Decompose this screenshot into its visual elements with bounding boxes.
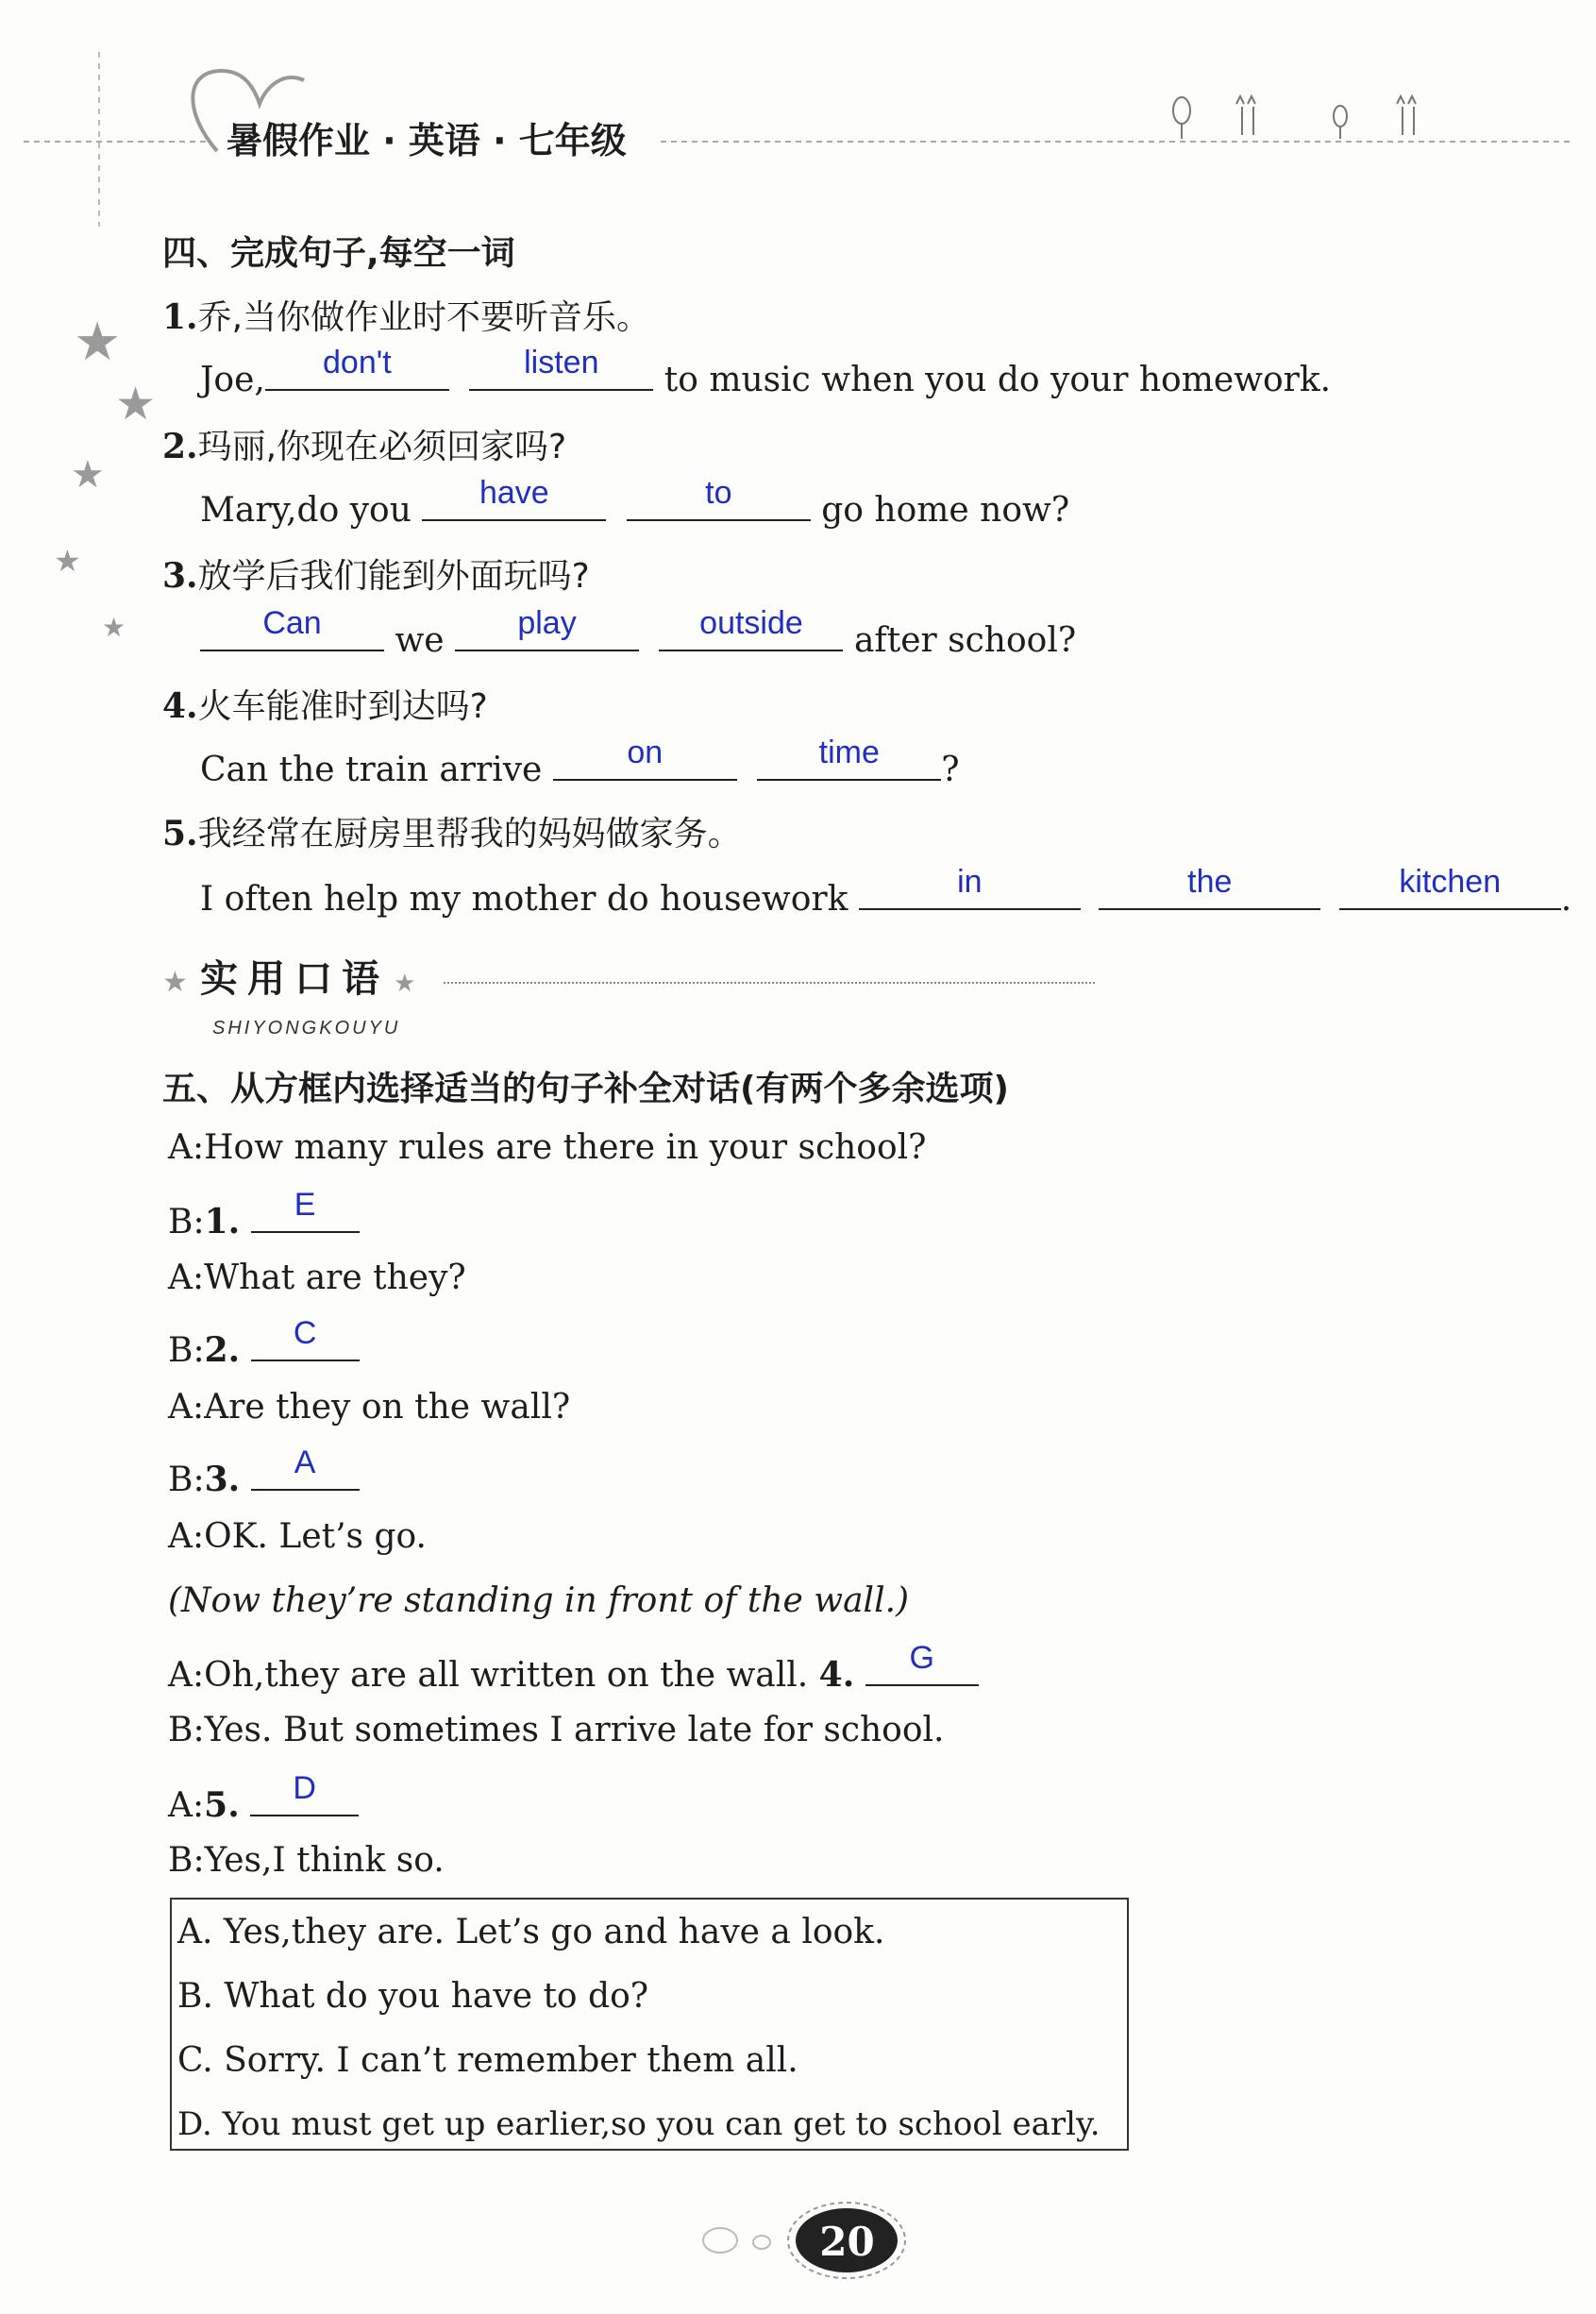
question-1-sentence: Joe, don't listen to music when you do your homework.	[200, 345, 1332, 399]
answer-blank[interactable]: kitchen	[1339, 870, 1561, 910]
dialogue-line: B:2. C	[168, 1322, 360, 1370]
section-4-title: 四、完成句子,每空一词	[162, 234, 515, 273]
dialogue-line: B:Yes,I think so.	[168, 1841, 445, 1880]
star-icon: ★	[115, 378, 157, 431]
section-banner	[162, 949, 415, 1003]
question-2-prompt: 2.玛丽,你现在必须回家吗?	[162, 427, 567, 466]
answer-blank[interactable]: G	[865, 1647, 979, 1686]
answer-blank[interactable]: E	[251, 1193, 360, 1233]
option-item: B. What do you have to do?	[177, 1977, 649, 2016]
option-item: C. Sorry. I can’t remember them all.	[177, 2041, 798, 2080]
answer-blank[interactable]: on	[553, 741, 737, 781]
question-4-sentence: Can the train arrive on time ?	[200, 735, 960, 789]
banner-pinyin: SHIYONGKOUYU	[212, 1018, 401, 1039]
dialogue-line: A:How many rules are there in your school?	[168, 1128, 927, 1167]
banner-title: 实用口语	[200, 957, 389, 1001]
answer-blank[interactable]: play	[455, 612, 639, 651]
dialogue-line: B:3. A	[168, 1451, 360, 1499]
banner-rule	[444, 982, 1095, 984]
question-3-prompt: 3.放学后我们能到外面玩吗?	[162, 556, 590, 596]
page-number: 20	[819, 2219, 875, 2265]
dialogue-line: A:Are they on the wall?	[168, 1388, 571, 1427]
stage-direction: (Now they’re standing in front of the wall.)	[168, 1581, 910, 1620]
option-item: D. You must get up earlier,so you can get to school early.	[177, 2105, 1100, 2143]
dialogue-line: B:Yes. But sometimes I arrive late for school.	[168, 1711, 945, 1749]
dialogue-line: A:Oh,they are all written on the wall. 4. G	[168, 1647, 979, 1695]
option-item: A. Yes,they are. Let’s go and have a look.	[177, 1913, 885, 1951]
answer-blank[interactable]: time	[757, 741, 941, 781]
dialogue-line: B:1. E	[168, 1193, 360, 1241]
dialogue-line: A:5. D	[168, 1777, 359, 1825]
answer-blank[interactable]: to	[627, 481, 811, 521]
answer-blank[interactable]: listen	[469, 351, 653, 391]
answer-blank[interactable]: D	[250, 1777, 359, 1816]
plant-icons	[1161, 90, 1453, 146]
options-box	[170, 1898, 1129, 2151]
section-5-title: 五、从方框内选择适当的句子补全对话(有两个多余选项)	[162, 1070, 1009, 1108]
answer-blank[interactable]: in	[859, 870, 1081, 910]
answer-blank[interactable]: A	[251, 1451, 360, 1491]
question-3-sentence: Can we play outside after school?	[200, 612, 1076, 660]
dialogue-line: A:What are they?	[168, 1258, 466, 1297]
star-icon: ★	[394, 970, 416, 998]
question-5-prompt: 5.我经常在厨房里帮我的妈妈做家务。	[162, 814, 742, 853]
question-2-sentence: Mary,do you have to go home now?	[200, 475, 1070, 530]
question-1-prompt: 1.乔,当你做作业时不要听音乐。	[162, 297, 651, 337]
question-5-sentence: I often help my mother do housework in the kitchen .	[200, 864, 1572, 919]
answer-blank[interactable]: have	[422, 481, 606, 521]
star-icon: ★	[162, 966, 188, 999]
answer-blank[interactable]: don't	[265, 351, 449, 391]
answer-blank[interactable]: outside	[659, 612, 843, 651]
dialogue-line: A:OK. Let’s go.	[168, 1517, 427, 1556]
answer-blank[interactable]: C	[251, 1322, 360, 1361]
star-icon: ★	[102, 612, 126, 643]
star-icon: ★	[74, 312, 122, 373]
header-title: 暑假作业 · 英语 · 七年级	[227, 120, 627, 161]
answer-blank[interactable]: the	[1099, 870, 1320, 910]
star-icon: ★	[71, 453, 105, 497]
star-icon: ★	[54, 543, 81, 579]
question-4-prompt: 4.火车能准时到达吗?	[162, 686, 488, 726]
answer-blank[interactable]: Can	[200, 612, 384, 651]
